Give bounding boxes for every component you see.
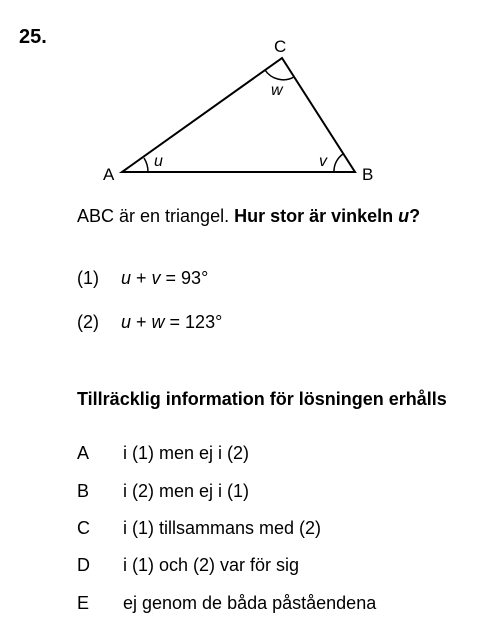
triangle-figure — [0, 0, 491, 200]
vertex-label-c: C — [274, 37, 287, 56]
statement-label: (1) — [77, 268, 99, 288]
subheading: Tillräcklig information för lösningen erhålls — [77, 389, 447, 409]
option-text: i (1) tillsammans med (2) — [123, 518, 322, 538]
statement-rest: = 93° — [160, 268, 209, 288]
angle-arc-a — [144, 158, 148, 172]
angle-label-w: w — [271, 82, 283, 99]
option-letter: D — [77, 555, 90, 575]
option-c[interactable] — [77, 518, 321, 539]
option-d[interactable] — [77, 555, 299, 576]
statement-rest: = 123° — [164, 312, 223, 332]
statement-label: (2) — [77, 312, 99, 332]
option-b[interactable] — [77, 481, 249, 502]
vertex-label-b: B — [362, 165, 374, 184]
statement-var-b: w — [151, 312, 165, 332]
statement-1 — [77, 268, 208, 289]
option-a[interactable] — [77, 443, 249, 464]
question-variable: u — [398, 206, 410, 226]
vertex-label-a: A — [103, 165, 115, 184]
option-text: i (2) men ej i (1) — [123, 481, 250, 501]
option-letter: A — [77, 443, 90, 463]
option-text: i (1) men ej i (2) — [123, 443, 250, 463]
question-text — [77, 206, 420, 227]
statement-2 — [77, 312, 222, 333]
angle-arc-b — [334, 154, 343, 172]
statement-op: + — [131, 312, 152, 332]
option-letter: B — [77, 481, 90, 501]
question-number: 25. — [19, 26, 47, 48]
option-letter: C — [77, 518, 90, 538]
question-bold-prefix: Hur stor är vinkeln — [234, 206, 394, 226]
option-text: ej genom de båda påståendena — [123, 593, 377, 613]
angle-label-v: v — [319, 153, 327, 170]
statement-var-a: u — [121, 268, 132, 288]
option-text: i (1) och (2) var för sig — [123, 555, 300, 575]
statement-var-a: u — [121, 312, 132, 332]
statement-op: + — [131, 268, 152, 288]
angle-label-u: u — [154, 153, 163, 170]
option-letter: E — [77, 593, 90, 613]
statement-var-b: v — [151, 268, 161, 288]
question-lead: ABC är en triangel. — [77, 206, 230, 226]
question-suffix: ? — [409, 206, 421, 226]
option-e[interactable] — [77, 593, 376, 614]
